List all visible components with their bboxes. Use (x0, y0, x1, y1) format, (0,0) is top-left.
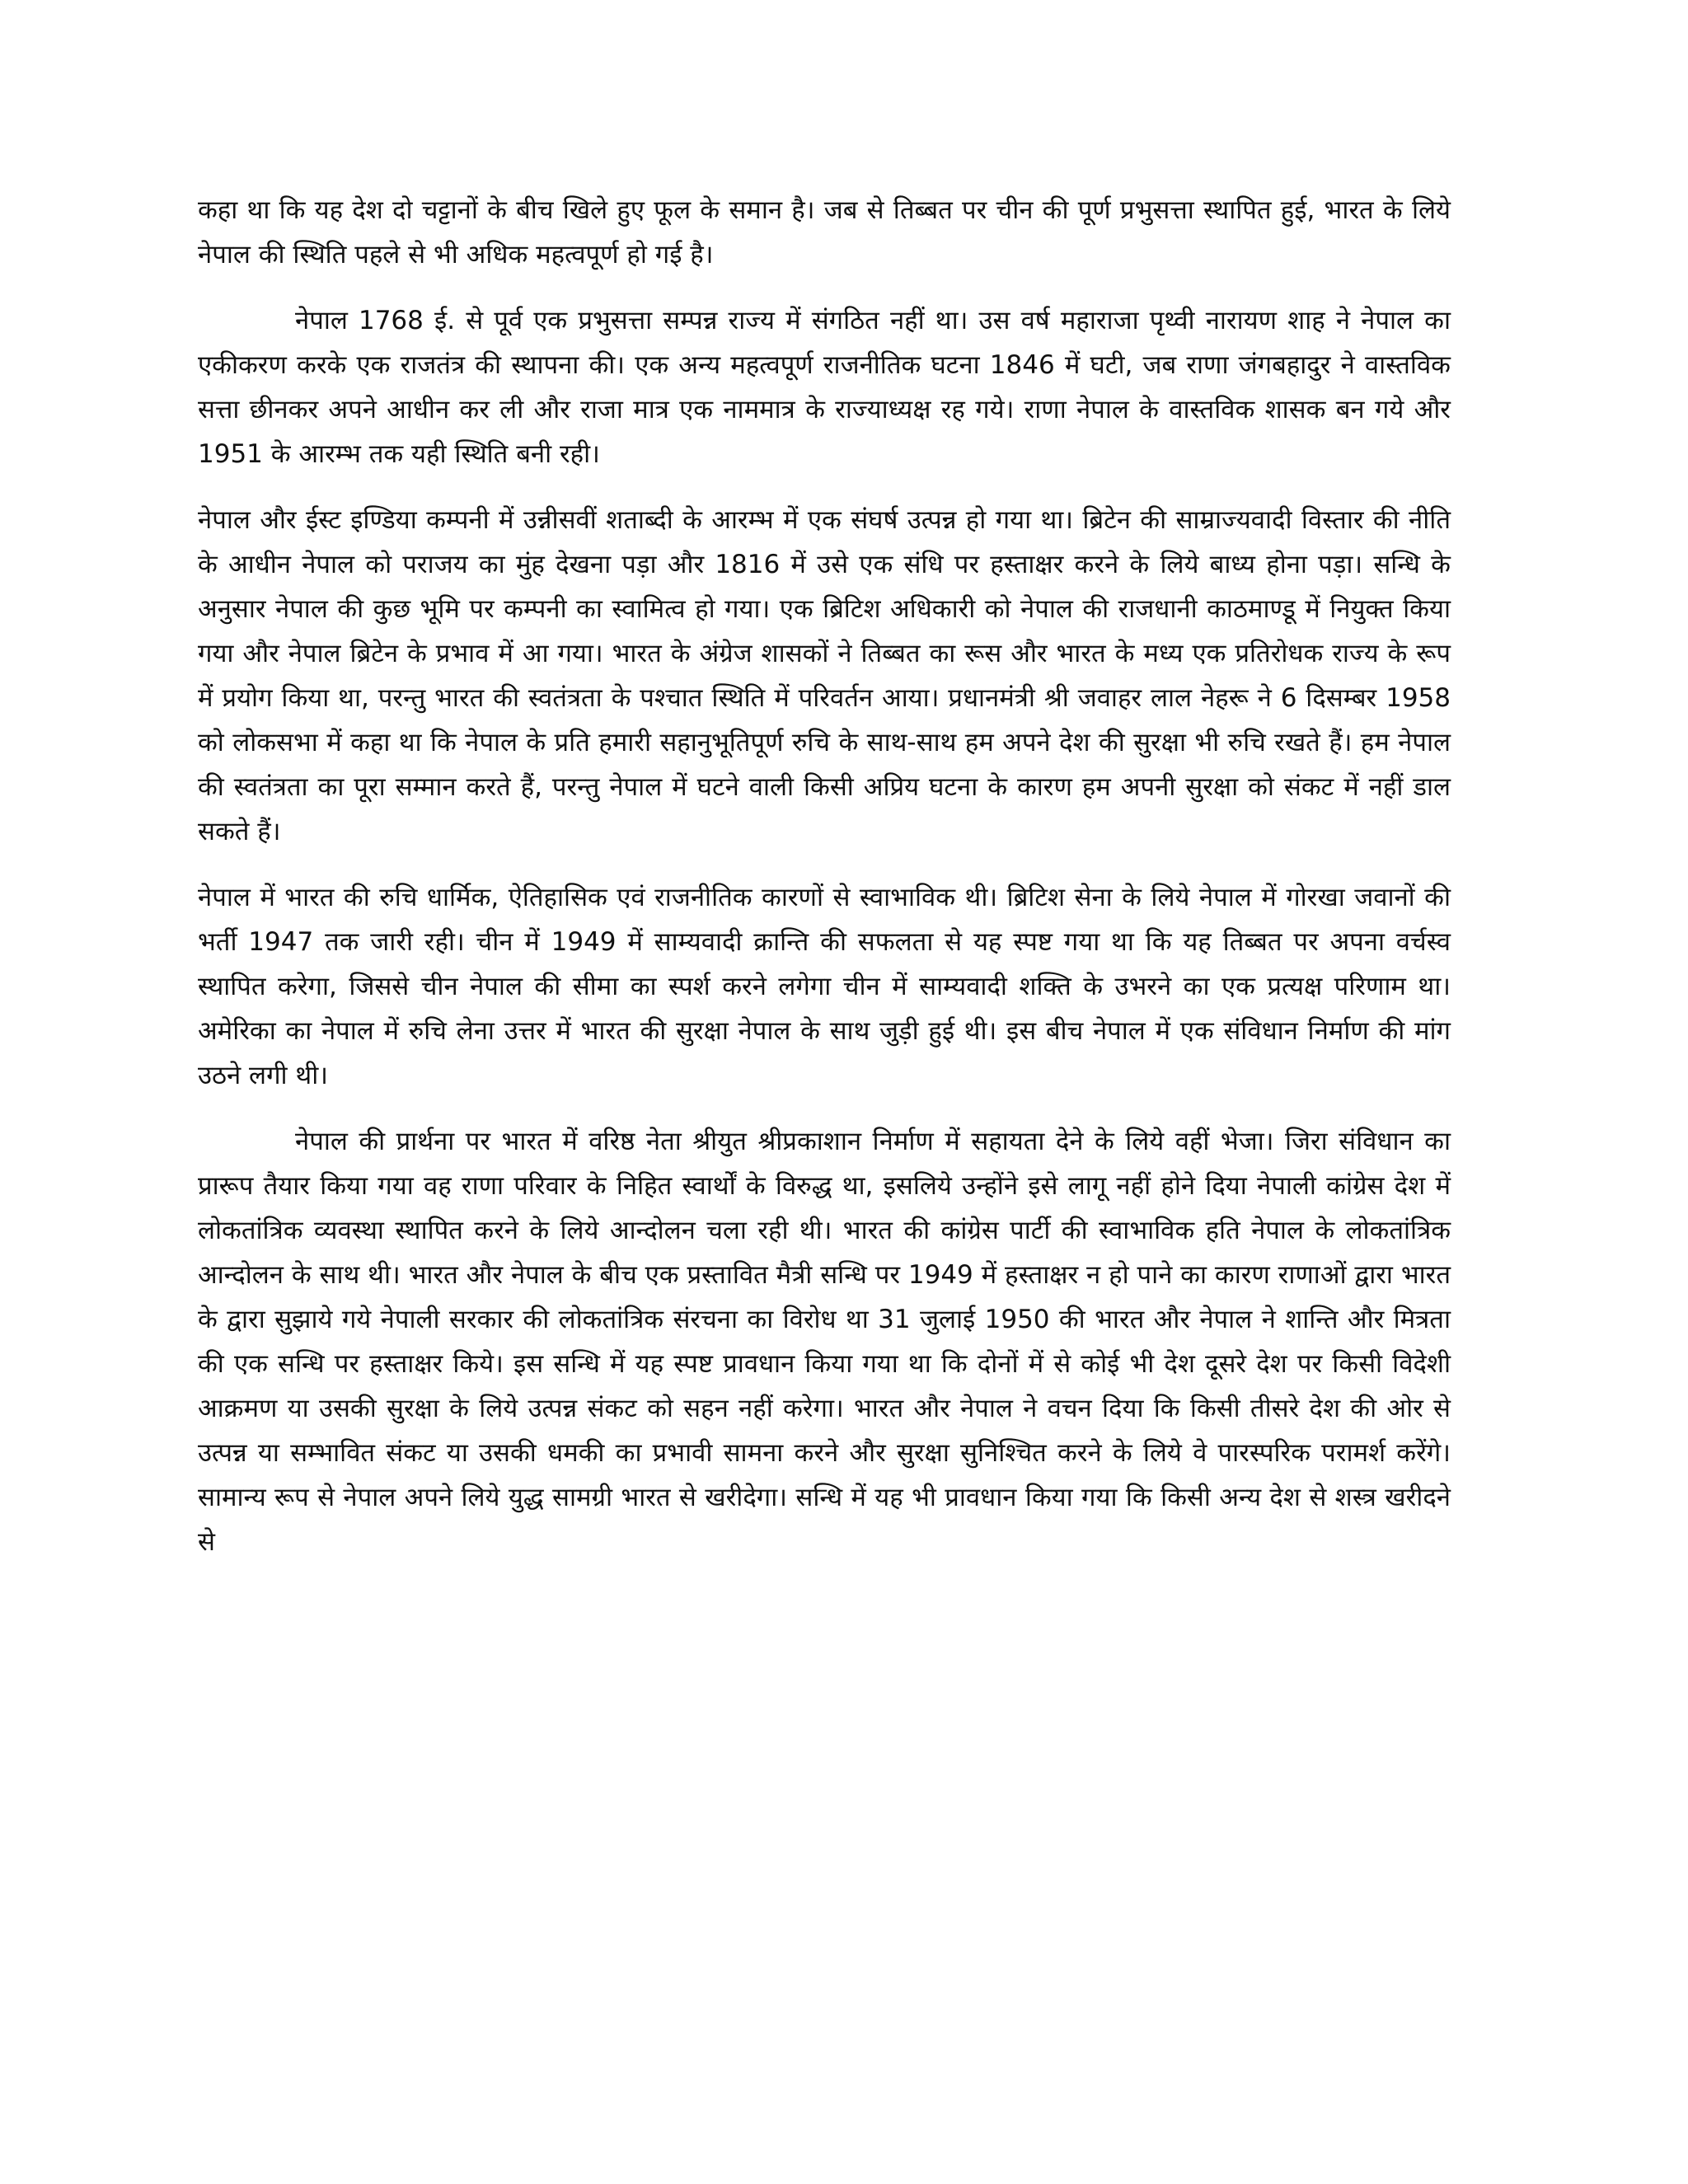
paragraph-4: नेपाल में भारत की रुचि धार्मिक, ऐतिहासिक एवं राजनीतिक कारणों से स्वाभाविक थी। ब्रिटिश सेना के लिये नेपाल में गोरखा जवानों की भर्ती 1947 तक जारी रही। चीन में 1949 में साम्यवादी क्रान्ति की सफलता से यह स्पष्ट गया था कि यह तिब्बत पर अपना वर्चस्व स्थापित करेगा, जिससे चीन नेपाल की सीमा का स्पर्श करने लगेगा चीन में साम्यवादी शक्ति के उभरने का एक प्रत्यक्ष परिणाम था। अमेरिका का नेपाल में रुचि लेना उत्तर में भारत की सुरक्षा नेपाल के साथ जुड़ी हुई थी। इस बीच नेपाल में एक संविधान निर्माण की मांग उठने लगी थी। (198, 883, 1451, 1090)
paragraph-3: नेपाल और ईस्ट इण्डिया कम्पनी में उन्नीसवीं शताब्दी के आरम्भ में एक संघर्ष उत्पन्न हो गया था। ब्रिटेन की साम्राज्यवादी विस्तार की नीति के आधीन नेपाल को पराजय का मुंह देखना पड़ा और 1816 में उसे एक संधि पर हस्ताक्षर करने के लिये बाध्य होना पड़ा। सन्धि के अनुसार नेपाल की कुछ भूमि पर कम्पनी का स्वामित्व हो गया। एक ब्रिटिश अधिकारी को नेपाल की राजधानी काठमाण्डू में नियुक्त किया गया और नेपाल ब्रिटेन के प्रभाव में आ गया। भारत के अंग्रेज शासकों ने तिब्बत का रूस और भारत के मध्य एक प्रतिरोधक राज्य के रूप में प्रयोग किया था, परन्तु भारत की स्वतंत्रता के पश्चात स्थिति में परिवर्तन आया। प्रधानमंत्री श्री जवाहर लाल नेहरू ने 6 दिसम्बर 1958 को लोकसभा में कहा था कि नेपाल के प्रति हमारी सहानुभूतिपूर्ण रुचि के साथ-साथ हम अपने देश की सुरक्षा भी रुचि रखते हैं। हम नेपाल की स्वतंत्रता का पूरा सम्मान करते हैं, परन्तु नेपाल में घटने वाली किसी अप्रिय घटना के कारण हम अपनी सुरक्षा को संकट में नहीं डाल सकते हैं। (198, 505, 1451, 846)
paragraph-2: नेपाल 1768 ई. से पूर्व एक प्रभुसत्ता सम्पन्न राज्य में संगठित नहीं था। उस वर्ष महाराजा पृथ्वी नारायण शाह ने नेपाल का एकीकरण करके एक राजतंत्र की स्थापना की। एक अन्य महत्वपूर्ण राजनीतिक घटना 1846 में घटी, जब राणा जंगबहादुर ने वास्तविक सत्ता छीनकर अपने आधीन कर ली और राजा मात्र एक नाममात्र के राज्याध्यक्ष रह गये। राणा नेपाल के वास्तविक शासक बन गये और 1951 के आरम्भ तक यही स्थिति बनी रही। (198, 306, 1451, 469)
paragraph-1: कहा था कि यह देश दो चट्टानों के बीच खिले हुए फूल के समान है। जब से तिब्बत पर चीन की पूर्ण प्रभुसत्ता स्थापित हुई, भारत के लिये नेपाल की स्थिति पहले से भी अधिक महत्वपूर्ण हो गई है। (198, 195, 1451, 269)
document-body (198, 188, 1451, 1586)
paragraph-5: नेपाल की प्रार्थना पर भारत में वरिष्ठ नेता श्रीयुत श्रीप्रकाशान निर्माण में सहायता देने के लिये वहीं भेजा। जिरा संविधान का प्रारूप तैयार किया गया वह राणा परिवार के निहित स्वार्थों के विरुद्ध था, इसलिये उन्होंने इसे लागू नहीं होने दिया नेपाली कांग्रेस देश में लोकतांत्रिक व्यवस्था स्थापित करने के लिये आन्दोलन चला रही थी। भारत की कांग्रेस पार्टी की स्वाभाविक हति नेपाल के लोकतांत्रिक आन्दोलन के साथ थी। भारत और नेपाल के बीच एक प्रस्तावित मैत्री सन्धि पर 1949 में हस्ताक्षर न हो पाने का कारण राणाओं द्वारा भारत के द्वारा सुझाये गये नेपाली सरकार की लोकतांत्रिक संरचना का विरोध था 31 जुलाई 1950 की भारत और नेपाल ने शान्ति और मित्रता की एक सन्धि पर हस्ताक्षर किये। इस सन्धि में यह स्पष्ट प्रावधान किया गया था कि दोनों में से कोई भी देश दूसरे देश पर किसी विदेशी आक्रमण या उसकी सुरक्षा के लिये उत्पन्न संकट को सहन नहीं करेगा। भारत और नेपाल ने वचन दिया कि किसी तीसरे देश की ओर से उत्पन्न या सम्भावित संकट या उसकी धमकी का प्रभावी सामना करने और सुरक्षा सुनिश्चित करने के लिये वे पारस्परिक परामर्श करेंगे। सामान्य रूप से नेपाल अपने लिये युद्ध सामग्री भारत से खरीदेगा। सन्धि में यह भी प्रावधान किया गया कि किसी अन्य देश से शस्त्र खरीदने से (198, 1127, 1451, 1557)
